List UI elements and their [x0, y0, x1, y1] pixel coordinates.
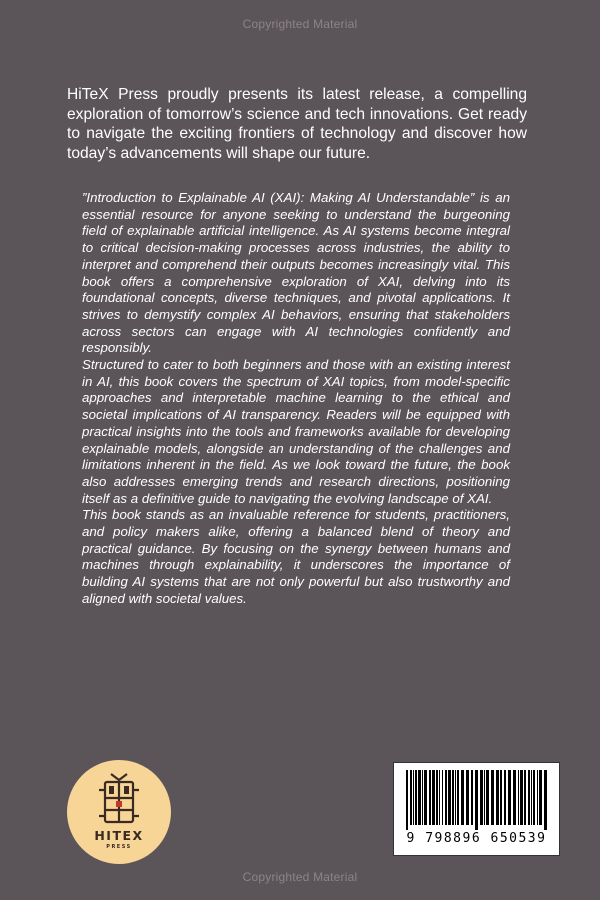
barcode-bar — [461, 770, 464, 825]
barcode-bar — [486, 770, 489, 825]
barcode-bar — [500, 770, 502, 825]
barcode-bar — [457, 770, 459, 825]
barcode-bar — [418, 770, 421, 825]
barcode-bar — [415, 770, 417, 825]
description-paragraph-2: Structured to cater to both beginners and those with an existing interest in AI, this book covers the spectrum of XAI topics, from model-specific approaches and interpretable machine learning to the ethical and societal implications of AI transparency. Readers will be equipped with practical insights into the tools and frameworks available for developing explainable models, alongside an understanding of the challenges and limitations inherent in the field. As we look toward the future, the book also addresses emerging trends and research directions, positioning itself as a definitive guide to navigating the evolving landscape of XAI. — [82, 357, 510, 506]
book-description — [82, 190, 510, 608]
logo-name: HITEX — [94, 828, 144, 843]
barcode-bar — [528, 770, 530, 825]
barcode-bar — [475, 770, 478, 830]
barcode-bar — [442, 770, 443, 825]
barcode-bar — [452, 770, 454, 825]
barcode-bar — [539, 770, 542, 825]
isbn-barcode — [393, 762, 560, 856]
barcode-bar — [531, 770, 532, 825]
description-paragraph-1: ”Introduction to Explainable AI (XAI): Making AI Understandable” is an essential resource for anyone seeking to understand the burgeoning field of explainable artificial intelligence. As AI systems become integral to critical decision-making processes across industries, the ability to interpret and comprehend their outputs becomes increasingly vital. This book offers a comprehensive exploration of XAI, delving into its foundational concepts, diverse techniques, and pivotal applications. It strives to demystify complex AI behaviors, ensuring that stakeholders across sectors can engage with AI technologies confidently and responsibly. — [82, 190, 510, 356]
barcode-bar — [445, 770, 447, 825]
barcode-bar — [524, 770, 526, 825]
barcode-bar — [480, 770, 483, 825]
barcode-bar — [484, 770, 485, 825]
barcode-bar — [448, 770, 451, 825]
barcode-bar — [544, 770, 547, 830]
publisher-logo — [67, 760, 171, 864]
barcode-bar — [429, 770, 431, 825]
barcode-icon — [404, 770, 549, 830]
barcode-bar — [466, 770, 469, 825]
barcode-bar — [520, 770, 523, 825]
barcode-bar — [406, 770, 408, 830]
barcode-bar — [422, 770, 423, 825]
barcode-bar — [455, 770, 456, 825]
barcode-bar — [439, 770, 440, 825]
barcode-bar — [508, 770, 511, 825]
barcode-bar — [533, 770, 535, 825]
barcode-bar — [537, 770, 538, 825]
barcode-bar — [496, 770, 499, 825]
barcode-bar — [410, 770, 412, 825]
watermark-bottom: Copyrighted Material — [242, 870, 358, 884]
barcode-bar — [518, 770, 519, 825]
barcode-bar — [424, 770, 427, 825]
barcode-bar — [432, 770, 435, 825]
intro-paragraph: HiTeX Press proudly presents its latest release, a compelling exploration of tomorrow’s science and tech innovations. Get ready to navigate the exciting frontiers of technology and discover how today’s advancements will shape our future. — [67, 86, 527, 162]
watermark-top: Copyrighted Material — [242, 17, 358, 31]
description-paragraph-3: This book stands as an invaluable reference for students, practitioners, and policy makers alike, offering a balanced blend of theory and practical guidance. By focusing on the synergy between humans and machines through explainability, it underscores the importance of building AI systems that are not only powerful but also trustworthy and aligned with societal values. — [82, 507, 510, 606]
barcode-bar — [504, 770, 506, 825]
barcode-bar — [471, 770, 473, 825]
isbn-digits: 9 798896 650539 — [406, 831, 547, 846]
logo-subtitle: PRESS — [106, 844, 132, 850]
barcode-bar — [491, 770, 494, 825]
barcode-bar — [413, 770, 414, 825]
barcode-bar — [436, 770, 438, 825]
barcode-bar — [513, 770, 516, 825]
